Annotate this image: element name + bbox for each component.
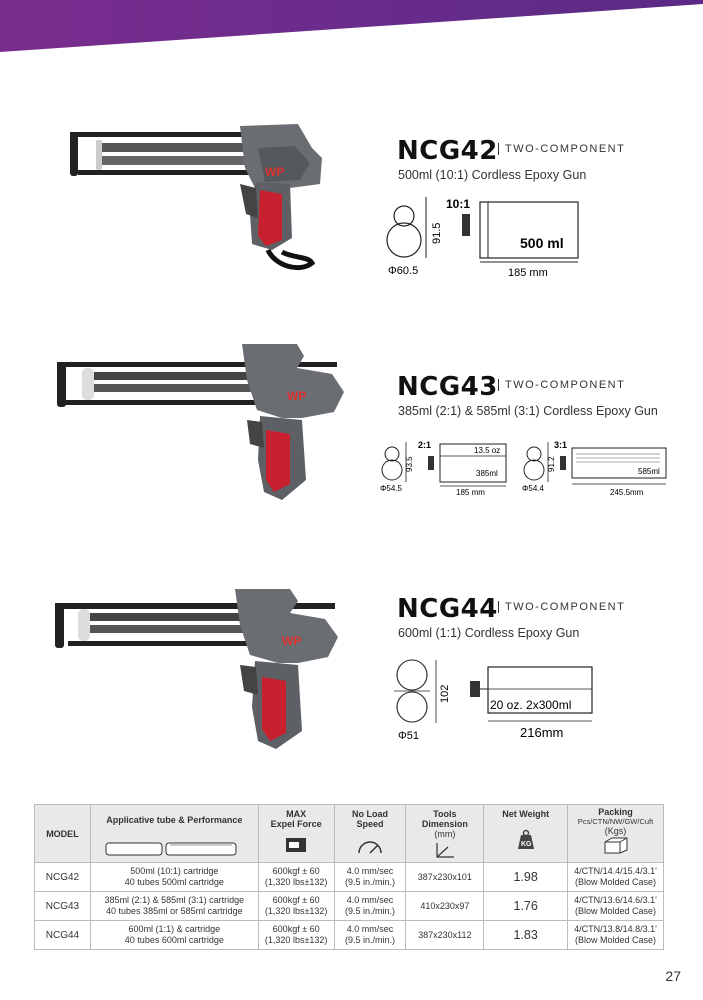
cell-dimension: 387x230x101: [406, 863, 484, 892]
table-header-row: [35, 805, 664, 863]
header-force: MAX Expel Force: [258, 805, 334, 863]
ncg43-dimension-diagram-a: [378, 438, 518, 498]
ncg44-height-label: 102: [439, 684, 451, 703]
ncg43-gun-image: [52, 340, 352, 505]
ncg43a-height-label: 93.5: [405, 456, 414, 472]
header-banner: [0, 0, 703, 60]
cell-force: 600kgf ± 60 (1,320 lbs±132): [258, 892, 334, 921]
ncg44-category-tag: TWO-COMPONENT: [498, 601, 625, 613]
svg-text:WP: WP: [265, 165, 285, 179]
axes-icon: [434, 841, 456, 859]
ncg43b-height-label: 91.2: [547, 456, 556, 472]
table-row: [35, 921, 664, 950]
header-packing: Packing Pcs/CTN/NW/GW/Cuft (Kgs): [568, 805, 664, 863]
svg-text:WP: WP: [282, 634, 302, 648]
table-row: [35, 863, 664, 892]
cell-packing: 4/CTN/14.4/15.4/3.1' (Blow Molded Case): [568, 863, 664, 892]
ncg42-category-tag: TWO-COMPONENT: [498, 143, 625, 155]
cell-speed: 4.0 mm/sec (9.5 in./min.): [334, 892, 406, 921]
header-model: MODEL: [35, 805, 91, 863]
svg-text:WP: WP: [287, 389, 307, 403]
cell-dimension: 410x230x97: [406, 892, 484, 921]
ncg42-gun-image: [60, 118, 330, 288]
piston-icon: [285, 837, 307, 853]
ncg44-length-label: 216mm: [520, 725, 564, 740]
ncg44-volume-label: 20 oz. 2x300ml: [490, 698, 572, 712]
ncg42-subtitle: 500ml (10:1) Cordless Epoxy Gun: [398, 168, 587, 182]
ncg42-length-label: 185 mm: [508, 267, 548, 279]
ncg44-gun-image: [50, 585, 350, 755]
ncg43b-diameter-label: Φ54.4: [522, 484, 544, 493]
ncg43a-volume-label: 385ml: [476, 469, 498, 478]
ncg43-subtitle: 385ml (2:1) & 585ml (3:1) Cordless Epoxy Gun: [398, 404, 658, 418]
page-number: 27: [665, 968, 681, 984]
cartridge-icon: [104, 839, 244, 859]
ncg44-diameter-label: Φ51: [398, 730, 420, 742]
ncg44-dimension-diagram: [390, 655, 610, 745]
ncg42-dimension-diagram: [380, 192, 600, 282]
ncg43a-diameter-label: Φ54.5: [380, 484, 402, 493]
cell-packing: 4/CTN/13.6/14.6/3.1' (Blow Molded Case): [568, 892, 664, 921]
ncg42-volume-label: 500 ml: [520, 235, 564, 251]
kg-weight-icon: [514, 829, 538, 851]
cell-force: 600kgf ± 60 (1,320 lbs±132): [258, 863, 334, 892]
ncg43a-length-label: 185 mm: [456, 488, 485, 497]
cell-applicative: 600ml (1:1) & cartridge 40 tubes 600ml cartridge: [90, 921, 258, 950]
cell-applicative: 500ml (10:1) cartridge 40 tubes 500ml cartridge: [90, 863, 258, 892]
cell-speed: 4.0 mm/sec (9.5 in./min.): [334, 921, 406, 950]
ncg43b-length-label: 245.5mm: [610, 488, 644, 497]
header-applicative: Applicative tube & Performance: [90, 805, 258, 863]
cell-applicative: 385ml (2:1) & 585ml (3:1) cartridge 40 tubes 385ml or 585ml cartridge: [90, 892, 258, 921]
header-dimension: Tools Dimension (mm): [406, 805, 484, 863]
svg-text:KG: KG: [520, 841, 532, 848]
gauge-icon: [356, 837, 384, 855]
header-weight: Net Weight KG: [484, 805, 568, 863]
cell-weight: 1.83: [484, 921, 568, 950]
table-row: [35, 892, 664, 921]
cell-weight: 1.98: [484, 863, 568, 892]
box-icon: [602, 836, 630, 854]
ncg43-dimension-diagram-b: [520, 438, 670, 498]
ncg44-subtitle: 600ml (1:1) Cordless Epoxy Gun: [398, 626, 580, 640]
cell-force: 600kgf ± 60 (1,320 lbs±132): [258, 921, 334, 950]
cell-weight: 1.76: [484, 892, 568, 921]
ncg43a-oz-label: 13.5 oz: [474, 446, 501, 455]
ncg43a-ratio-label: 2:1: [418, 440, 432, 450]
ncg43b-volume-label: 585ml: [638, 467, 660, 476]
cell-packing: 4/CTN/13.8/14.8/3.1' (Blow Molded Case): [568, 921, 664, 950]
ncg44-model-title: NCG44: [397, 594, 498, 624]
ncg42-diameter-label: Φ60.5: [388, 265, 419, 277]
ncg43-category-tag: TWO-COMPONENT: [498, 379, 625, 391]
ncg42-model-title: NCG42: [397, 136, 498, 166]
spec-table: [34, 804, 664, 950]
ncg42-ratio-label: 10:1: [446, 197, 471, 211]
cell-speed: 4.0 mm/sec (9.5 in./min.): [334, 863, 406, 892]
cell-model: NCG42: [35, 863, 91, 892]
cell-model: NCG43: [35, 892, 91, 921]
ncg43-model-title: NCG43: [397, 372, 498, 402]
header-speed: No Load Speed: [334, 805, 406, 863]
cell-model: NCG44: [35, 921, 91, 950]
ncg43b-ratio-label: 3:1: [554, 440, 568, 450]
cell-dimension: 387x230x112: [406, 921, 484, 950]
ncg42-height-label: 91.5: [431, 222, 443, 244]
